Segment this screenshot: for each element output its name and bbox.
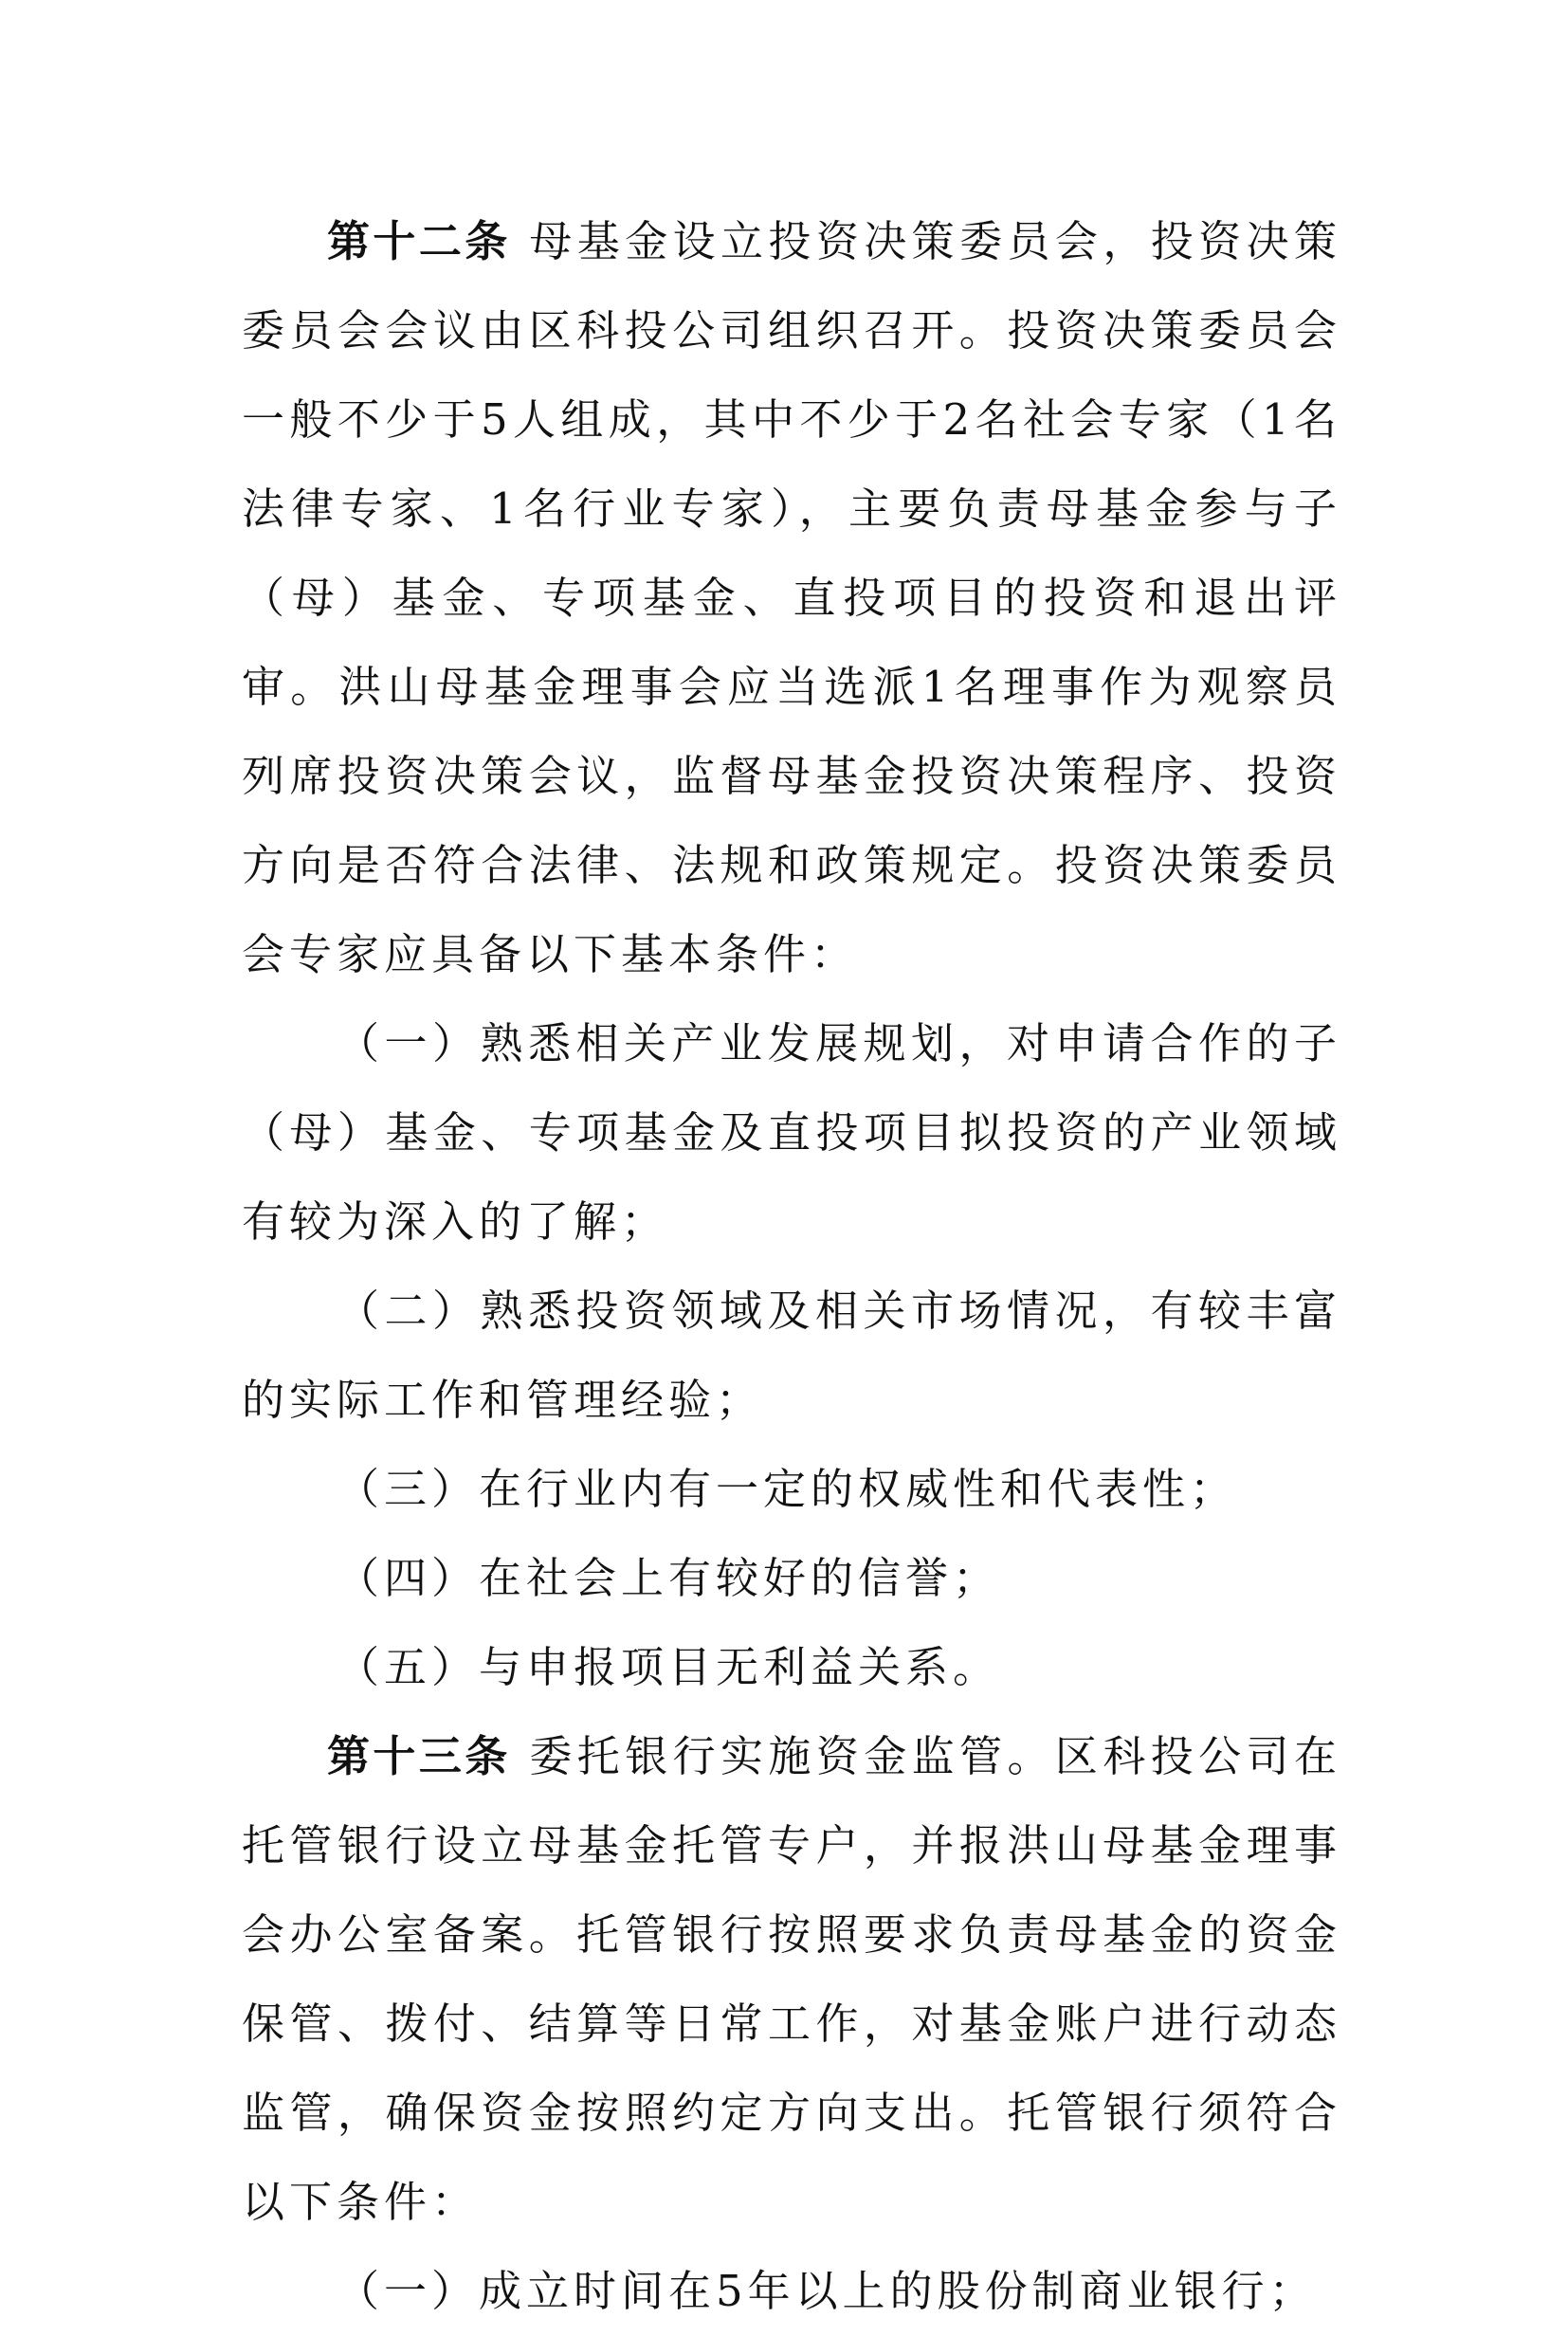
article-13-text: 委托银行实施资金监管。区科投公司在托管银行设立母基金托管专户，并报洪山母基金理事会办公室备案。托管银行按照要求负责母基金的资金保管、拨付、结算等日常工作，对基金账户进行动态监管，确保资金按照约定方向支出。托管银行须符合以下条件： <box>242 1731 1341 2227</box>
document-page <box>242 197 1341 2336</box>
article-12-item-2: （二）熟悉投资领域及相关市场情况，有较丰富的实际工作和管理经验； <box>242 1286 1341 1425</box>
article-12-item-3: （三）在行业内有一定的权威性和代表性； <box>337 1464 1238 1514</box>
article-12-item-5: （五）与申报项目无利益关系。 <box>337 1642 1001 1692</box>
article-12-paragraph <box>242 197 1341 999</box>
article-12-item-1: （一）熟悉相关产业发展规划，对申请合作的子（母）基金、专项基金及直投项目拟投资的产业领域有较为深入的了解； <box>242 1018 1341 1247</box>
article-13-paragraph <box>242 1712 1341 2247</box>
article-13-label: 第十三条 <box>327 1731 511 1781</box>
article-13-item-1: （一）成立时间在5年以上的股份制商业银行； <box>337 2266 1317 2316</box>
article-12-text: 母基金设立投资决策委员会，投资决策委员会会议由区科投公司组织召开。投资决策委员会一般不少于5人组成，其中不少于2名社会专家（1名法律专家、1名行业专家），主要负责母基金参与子（母）基金、专项基金、直投项目的投资和退出评审。洪山母基金理事会应当选派1名理事作为观察员列席投资决策会议，监督母基金投资决策程序、投资方向是否符合法律、法规和政策规定。投资决策委员会专家应具备以下基本条件： <box>242 216 1341 979</box>
article-12-label: 第十二条 <box>327 216 511 266</box>
article-12-item-4: （四）在社会上有较好的信誉； <box>337 1553 1001 1603</box>
